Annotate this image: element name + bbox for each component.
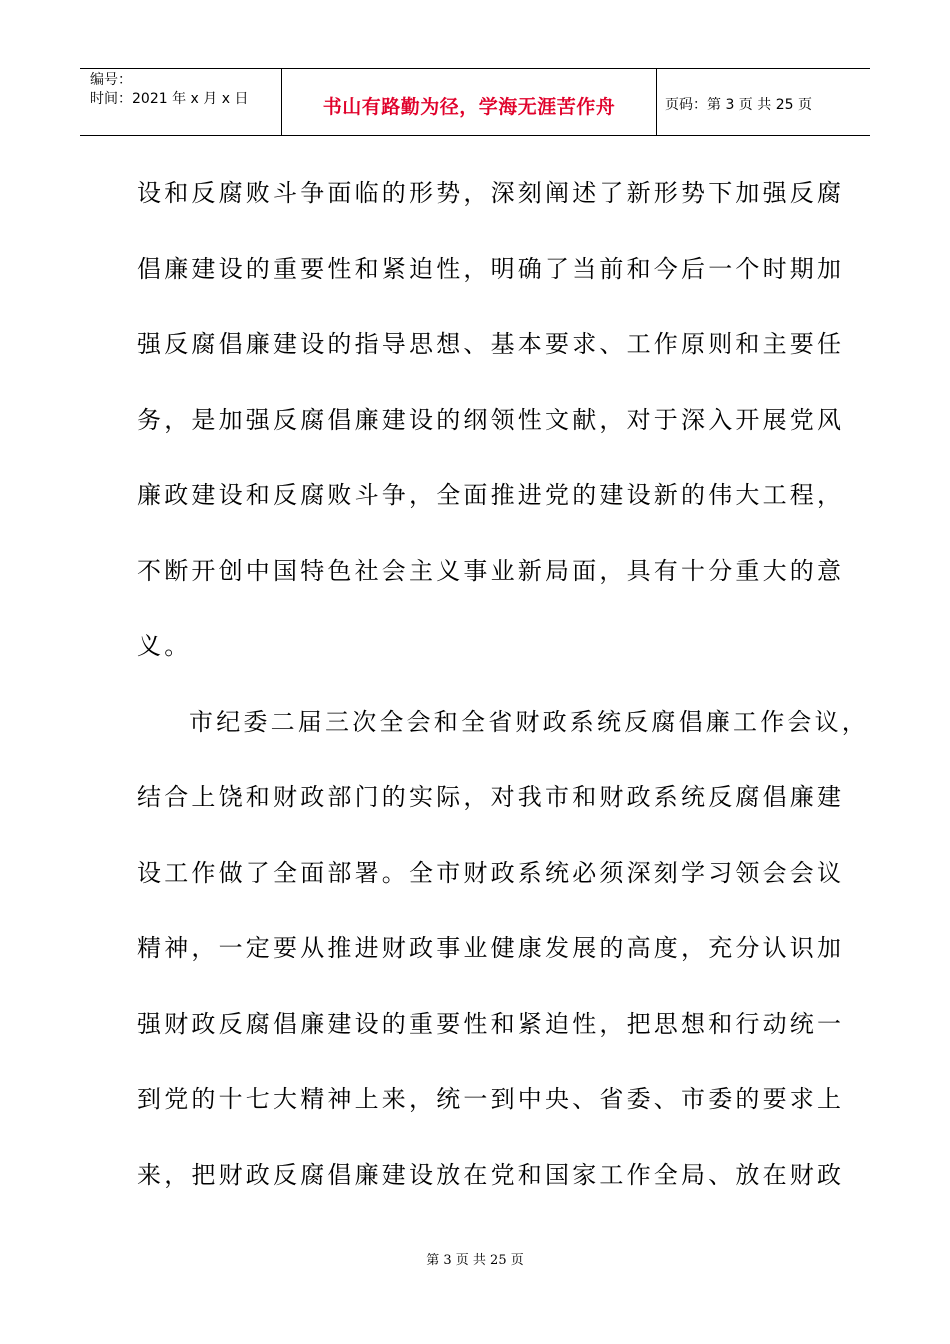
- page-footer: 第 3 页 共 25 页: [426, 1253, 524, 1268]
- body-line: 不断开创中国特色社会主义事业新局面，具有十分重大的意: [137, 556, 845, 585]
- header-motto: 书山有路勤为径，学海无涯苦作舟: [282, 69, 657, 135]
- body-line: 强反腐倡廉建设的指导思想、基本要求、工作原则和主要任: [137, 330, 845, 358]
- body-line: 倡廉建设的重要性和紧迫性，明确了当前和今后一个时期加: [137, 254, 845, 283]
- document-body: [137, 156, 869, 1213]
- body-line: 设和反腐败斗争面临的形势，深刻阐述了新形势下加强反腐: [137, 179, 845, 207]
- paragraph-first-line: 市纪委二届三次全会和全省财政系统反腐倡廉工作会议，: [189, 707, 869, 736]
- body-line: 廉政建设和反腐败斗争，全面推进党的建设新的伟大工程，: [137, 481, 845, 509]
- document-number-label: 编号：: [90, 72, 132, 88]
- document-date: 时间：2021 年 x 月 x 日: [90, 91, 249, 107]
- body-line: 强财政反腐倡廉建设的重要性和紧迫性，把思想和行动统一: [137, 1009, 845, 1038]
- body-line: 精神，一定要从推进财政事业健康发展的高度，充分认识加: [137, 934, 845, 962]
- header-page-info: 页码：第 3 页 共 25 页: [665, 97, 812, 113]
- body-line: 到党的十七大精神上来，统一到中央、省委、市委的要求上: [137, 1085, 845, 1113]
- body-line: 务，是加强反腐倡廉建设的纲领性文献，对于深入开展党风: [137, 405, 845, 434]
- header-meta: [80, 69, 282, 135]
- page-header: [80, 68, 870, 136]
- body-line: 义。: [137, 632, 192, 660]
- body-line: 设工作做了全面部署。全市财政系统必须深刻学习领会会议: [137, 858, 845, 887]
- body-line: 结合上饶和财政部门的实际，对我市和财政系统反腐倡廉建: [137, 783, 845, 811]
- body-line: 来，把财政反腐倡廉建设放在党和国家工作全局、放在财政: [137, 1160, 845, 1189]
